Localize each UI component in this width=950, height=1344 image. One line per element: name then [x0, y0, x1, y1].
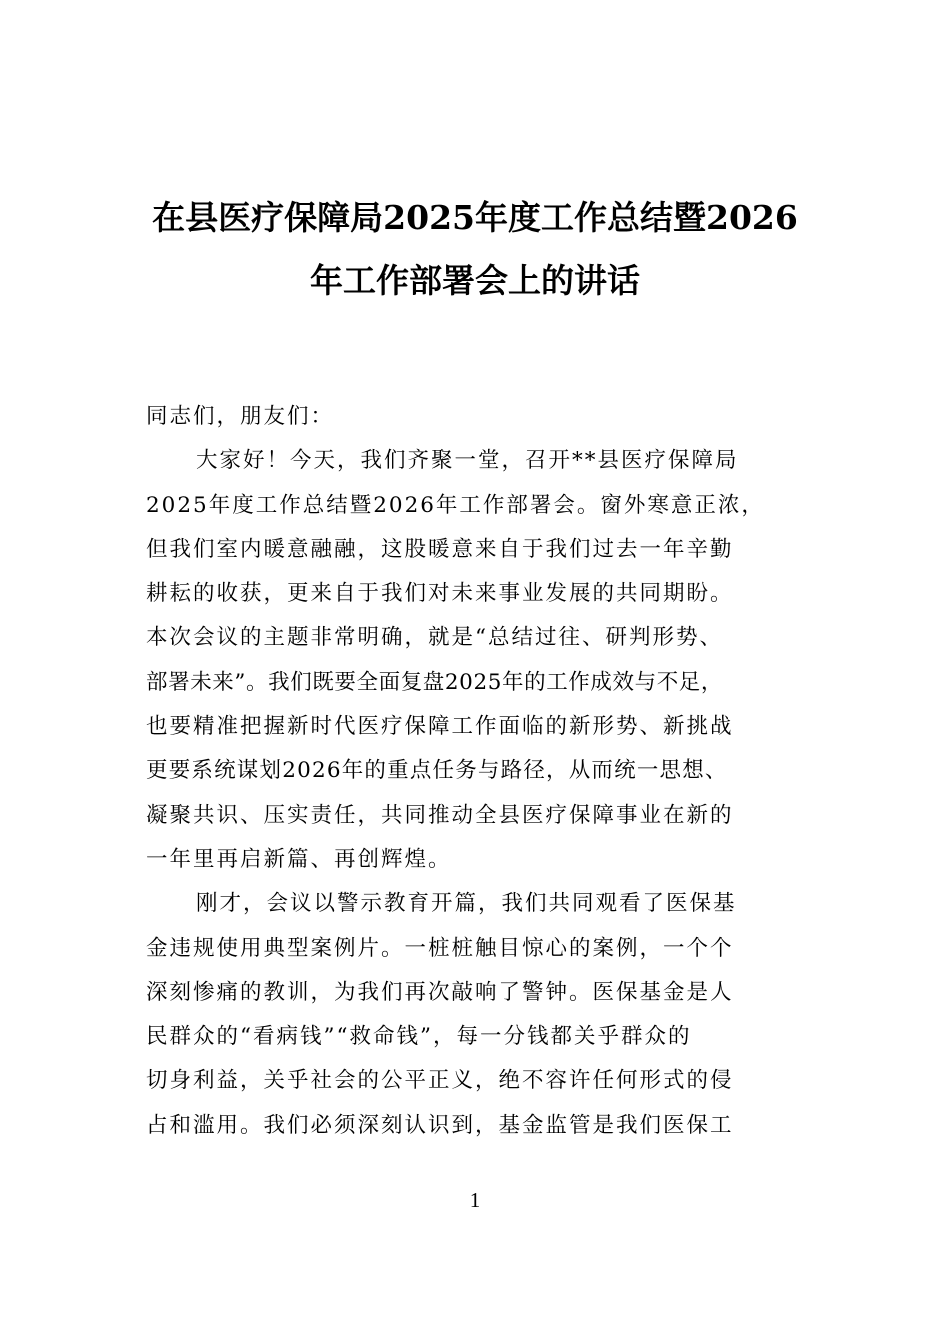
- paragraph-2: [146, 882, 811, 1148]
- paragraph-line: 一年里再启新篇、再创辉煌。: [146, 846, 452, 872]
- paragraph-line: 大家好！今天，我们齐聚一堂，召开**县医疗保障局: [196, 448, 739, 474]
- paragraph-line: 但我们室内暖意融融，这股暖意来自于我们过去一年辛勤: [146, 536, 734, 562]
- paragraph-line: 刚才，会议以警示教育开篇，我们共同观看了医保基: [196, 891, 737, 917]
- paragraph-line: 占和滥用。我们必须深刻认识到，基金监管是我们医保工: [146, 1112, 734, 1138]
- paragraph-line: 也要精准把握新时代医疗保障工作面临的新形势、新挑战: [146, 714, 734, 740]
- paragraph-line: 切身利益，关乎社会的公平正义，绝不容许任何形式的侵: [146, 1068, 734, 1094]
- paragraph-line: 部署未来”。我们既要全面复盘2025年的工作成效与不足，: [146, 669, 724, 695]
- document-title: [140, 186, 810, 312]
- paragraph-line: 凝聚共识、压实责任，共同推动全县医疗保障事业在新的: [146, 802, 734, 828]
- salutation: 同志们，朋友们：: [146, 404, 335, 429]
- paragraph-line: 民群众的“看病钱”“救命钱”，每一分钱都关乎群众的: [146, 1024, 692, 1050]
- page-number: 1: [469, 1188, 481, 1212]
- title-line: 在县医疗保障局2025年度工作总结暨2026: [152, 198, 798, 237]
- document-body: [146, 395, 811, 1148]
- paragraph-line: 金违规使用典型案例片。一桩桩触目惊心的案例，一个个: [146, 935, 734, 961]
- paragraph-line: 深刻惨痛的教训，为我们再次敲响了警钟。医保基金是人: [146, 979, 734, 1005]
- paragraph-1: [146, 439, 811, 882]
- paragraph-line: 本次会议的主题非常明确，就是“总结过往、研判形势、: [146, 625, 723, 651]
- paragraph-line: 耕耘的收获，更来自于我们对未来事业发展的共同期盼。: [146, 581, 734, 607]
- paragraph-line: 2025年度工作总结暨2026年工作部署会。窗外寒意正浓，: [146, 492, 765, 518]
- paragraph-line: 更要系统谋划2026年的重点任务与路径，从而统一思想、: [146, 758, 728, 784]
- title-line: 年工作部署会上的讲话: [310, 261, 640, 300]
